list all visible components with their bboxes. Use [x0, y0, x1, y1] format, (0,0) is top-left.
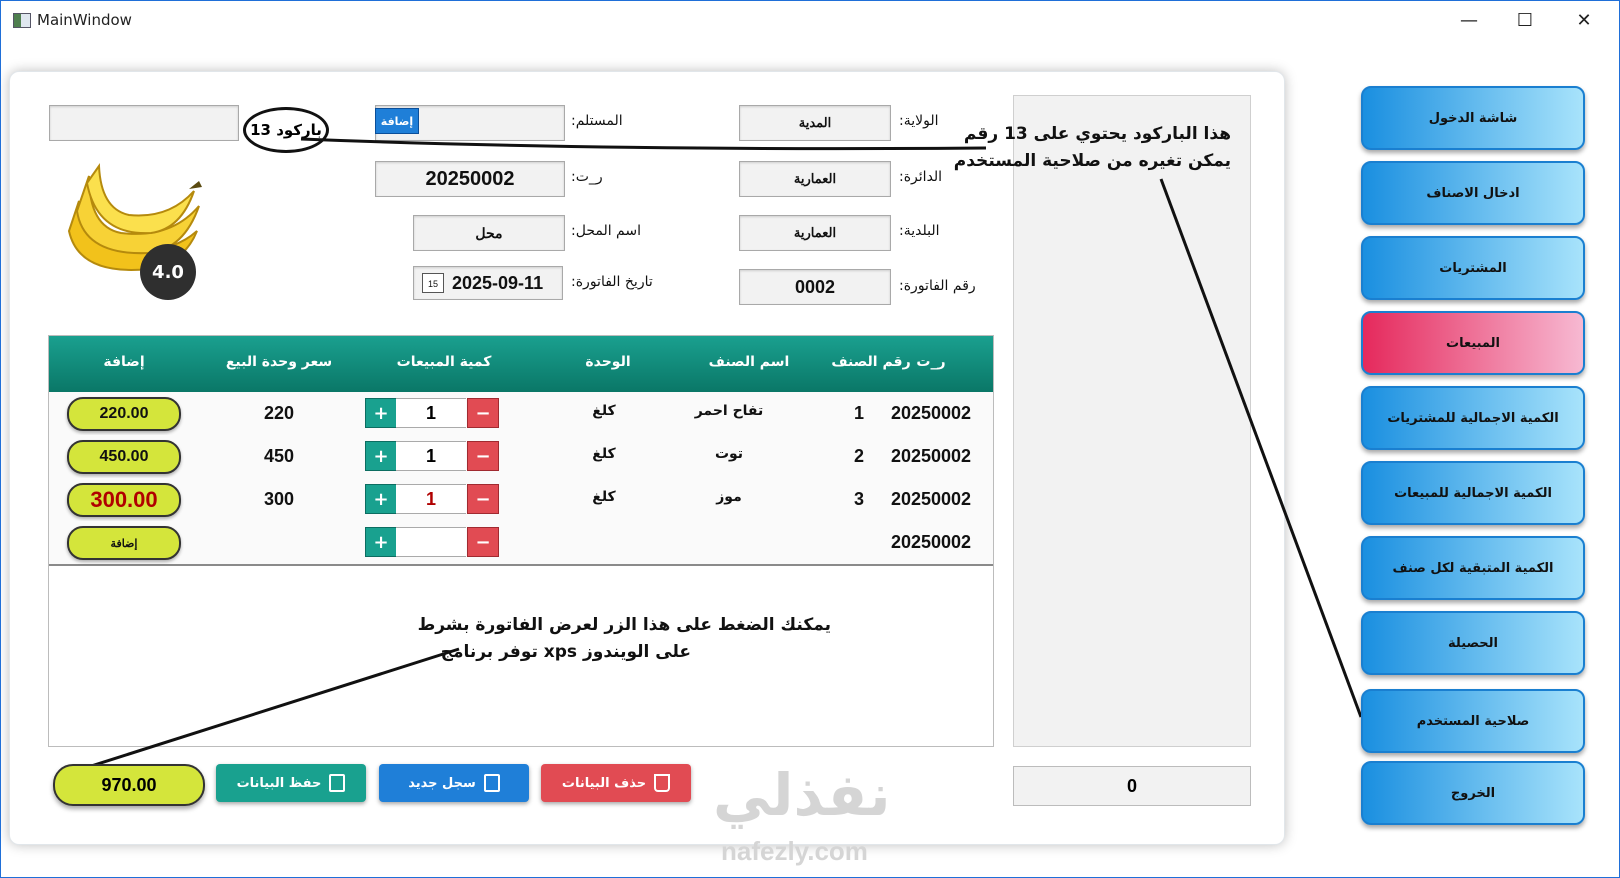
header-item-no: رقم الصنف: [831, 354, 911, 370]
state-field[interactable]: المدية: [739, 105, 891, 141]
save-button[interactable]: [216, 764, 366, 802]
decrease-button[interactable]: −: [467, 441, 499, 471]
increase-button[interactable]: +: [365, 441, 397, 471]
quantity-value[interactable]: 1: [396, 398, 466, 428]
new-record-button[interactable]: [379, 764, 529, 802]
serial-label: ر_ت:: [571, 169, 603, 185]
unit-price-cell: 300: [263, 489, 295, 509]
header-add: إضافة: [103, 354, 145, 370]
menu-login-screen[interactable]: شاشة الدخول: [1361, 86, 1585, 150]
unit-price-cell: 450: [263, 446, 295, 466]
menu-purchases[interactable]: المشتريات: [1361, 236, 1585, 300]
serial-cell: 20250002: [890, 489, 972, 509]
receiver-label: المستلم:: [571, 113, 623, 129]
barcode-input[interactable]: [49, 105, 239, 141]
invoice-number-label: رقم الفاتورة:: [899, 278, 976, 294]
date-label: تاريخ الفاتورة:: [571, 274, 653, 290]
district-field[interactable]: العمارية: [739, 161, 891, 197]
menu-add-items[interactable]: ادخال الاصناف: [1361, 161, 1585, 225]
item-no-cell: 3: [853, 489, 864, 509]
sales-grid: [48, 335, 994, 747]
quantity-stepper[interactable]: [365, 441, 497, 469]
title-bar: [1, 1, 1619, 39]
header-serial: ر_ت: [916, 354, 946, 370]
quantity-value[interactable]: 1: [396, 441, 466, 471]
barcode-label: باركود 13: [243, 107, 329, 153]
item-name-cell: موز: [716, 489, 742, 505]
maximize-button[interactable]: ☐: [1516, 9, 1534, 31]
serial-cell: 20250002: [890, 532, 972, 552]
unit-price-cell: 220: [263, 403, 295, 423]
unit-cell: كلغ: [592, 489, 616, 505]
item-no-cell: 2: [853, 446, 864, 466]
watermark-logo: نفذلي: [713, 761, 891, 829]
unit-cell: كلغ: [592, 446, 616, 462]
new-record-label: سجل جديد: [408, 775, 476, 791]
header-item-name: اسم الصنف: [708, 354, 790, 370]
grid-header: [49, 336, 993, 392]
add-receiver-button[interactable]: إضافة: [375, 108, 419, 134]
calendar-icon[interactable]: 15: [422, 273, 444, 293]
invoice-number-field[interactable]: 0002: [739, 269, 891, 305]
unit-cell: كلغ: [592, 403, 616, 419]
header-quantity: كمية المبيعات: [396, 354, 492, 370]
menu-remaining-stock[interactable]: الكمية المتبقية لكل صنف: [1361, 536, 1585, 600]
table-row[interactable]: [49, 478, 993, 523]
serial-field[interactable]: 20250002: [375, 161, 565, 197]
header-unit-price: سعر وحدة البيع: [225, 354, 333, 370]
menu-total-sales[interactable]: الكمية الاجمالية للمبيعات: [1361, 461, 1585, 525]
menu-total-purchases[interactable]: الكمية الاجمالية للمشتريات: [1361, 386, 1585, 450]
quantity-stepper[interactable]: [365, 398, 497, 426]
table-row[interactable]: [49, 521, 993, 566]
row-add-button[interactable]: إضافة: [67, 526, 181, 560]
item-no-cell: 1: [853, 403, 864, 423]
quantity-stepper[interactable]: [365, 527, 497, 555]
trash-icon: [654, 774, 670, 792]
menu-exit[interactable]: الخروج: [1361, 761, 1585, 825]
table-row[interactable]: [49, 392, 993, 437]
side-counter: 0: [1013, 766, 1251, 806]
row-total-button[interactable]: 220.00: [67, 397, 181, 431]
decrease-button[interactable]: −: [467, 527, 499, 557]
print-note-line-1: يمكنك الضغط على هذا الزر لعرض الفاتورة بشرط: [417, 615, 831, 635]
district-label: الدائرة:: [899, 169, 943, 185]
municipality-field[interactable]: العمارية: [739, 215, 891, 251]
edit-icon: [484, 774, 500, 792]
menu-sales[interactable]: المبيعات: [1361, 311, 1585, 375]
notes-box: [1013, 95, 1251, 747]
table-row[interactable]: [49, 435, 993, 480]
decrease-button[interactable]: −: [467, 398, 499, 428]
quantity-value[interactable]: 1: [396, 484, 466, 514]
print-invoice-button[interactable]: 970.00: [53, 764, 205, 806]
increase-button[interactable]: +: [365, 398, 397, 428]
menu-revenue[interactable]: الحصيلة: [1361, 611, 1585, 675]
state-label: الولاية:: [899, 113, 939, 129]
close-button[interactable]: ✕: [1576, 9, 1592, 31]
item-name-cell: تفاح احمر: [694, 403, 764, 419]
menu-user-permissions[interactable]: صلاحية المستخدم: [1361, 689, 1585, 753]
date-picker[interactable]: [413, 266, 563, 300]
date-value: 2025-09-11: [452, 272, 544, 293]
municipality-label: البلدية:: [899, 223, 940, 239]
header-unit: الوحدة: [585, 354, 631, 370]
save-icon: [329, 774, 345, 792]
quantity-value[interactable]: [396, 527, 466, 557]
row-total-button[interactable]: 450.00: [67, 440, 181, 474]
app-icon: [13, 13, 31, 28]
barcode-note-line-1: هذا الباركود يحتوي على 13 رقم: [963, 124, 1231, 144]
window-title: MainWindow: [37, 11, 132, 29]
item-name-cell: توت: [714, 446, 744, 462]
watermark-url: nafezly.com: [721, 836, 868, 866]
row-total-button[interactable]: 300.00: [67, 483, 181, 517]
minimize-button[interactable]: —: [1460, 9, 1478, 31]
serial-cell: 20250002: [890, 403, 972, 423]
increase-button[interactable]: +: [365, 527, 397, 557]
rating-badge: 4.0: [140, 244, 196, 300]
serial-cell: 20250002: [890, 446, 972, 466]
decrease-button[interactable]: −: [467, 484, 499, 514]
delete-label: حذف البيانات: [561, 775, 647, 791]
save-label: حفظ البيانات: [236, 775, 322, 791]
delete-button[interactable]: [541, 764, 691, 802]
shop-label: اسم المحل:: [571, 223, 641, 239]
print-note-line-2: على الويندوز xps توفر برنامج: [440, 642, 691, 662]
increase-button[interactable]: +: [365, 484, 397, 514]
barcode-note-line-2: يمكن تغيره من صلاحية المستخدم: [953, 151, 1231, 171]
shop-field[interactable]: محل: [413, 215, 565, 251]
quantity-stepper[interactable]: [365, 484, 497, 512]
